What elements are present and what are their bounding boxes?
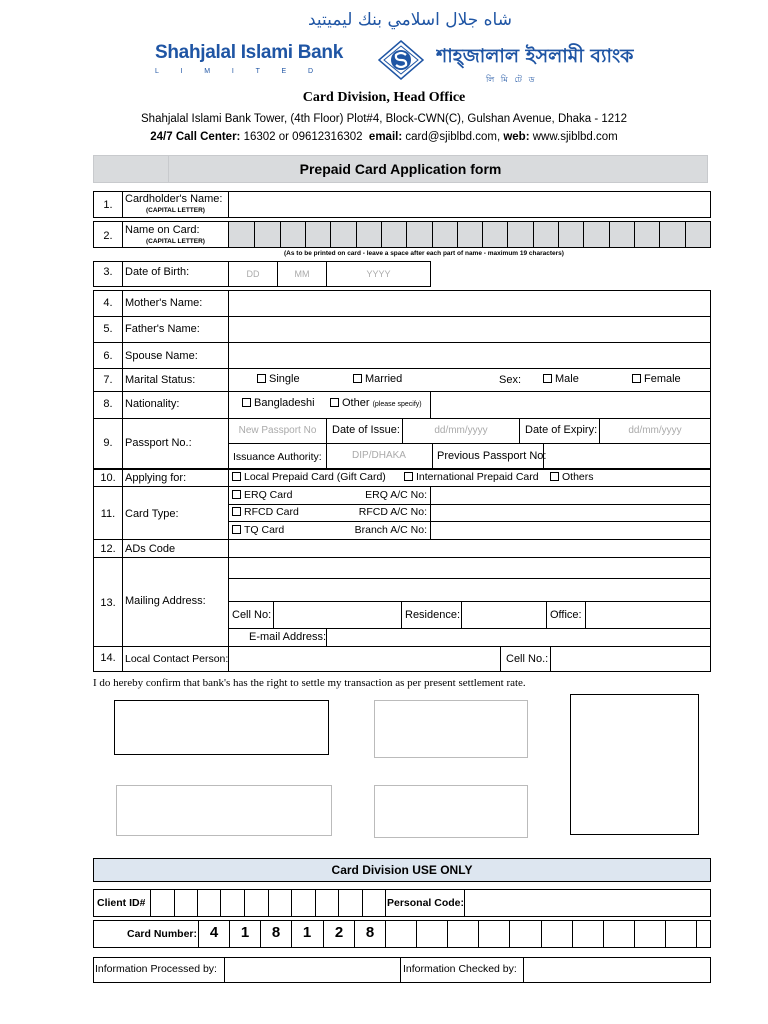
grid-line — [546, 601, 547, 628]
card-number-cell[interactable] — [448, 924, 478, 946]
row-number: 13. — [100, 597, 116, 609]
international-prepaid-label: International Prepaid Card — [416, 471, 539, 483]
bengali-bank-name: শাহ্‌জালাল ইসলামী ব্যাংক — [436, 45, 634, 67]
mailing-address-line-1[interactable] — [229, 557, 710, 579]
card-number-digit[interactable]: 1 — [240, 924, 250, 941]
other-nationality-option[interactable] — [330, 397, 422, 409]
office-field[interactable] — [585, 602, 710, 628]
bank-logo-bengali — [436, 42, 646, 82]
client-id-cell[interactable] — [245, 890, 268, 916]
card-number-cell[interactable] — [666, 924, 696, 946]
checkbox-icon[interactable] — [404, 472, 413, 481]
row-number: 14. — [100, 652, 116, 664]
other-nationality-field[interactable] — [430, 392, 710, 417]
rfcd-account-field[interactable] — [430, 504, 710, 521]
card-number-digit[interactable]: 8 — [271, 924, 281, 941]
client-id-cell[interactable] — [292, 890, 315, 916]
ads-code-field[interactable] — [229, 539, 710, 557]
nationality-label: Nationality: — [125, 398, 180, 410]
checkbox-icon[interactable] — [232, 525, 241, 534]
photo-box[interactable] — [570, 694, 699, 835]
married-option[interactable] — [353, 373, 402, 385]
local-contact-cell-field[interactable] — [550, 646, 710, 671]
card-type-label: Card Type: — [125, 508, 179, 520]
issue-date-label: Date of Issue: — [332, 424, 400, 436]
international-prepaid-option[interactable] — [404, 471, 539, 483]
sex-label: Sex: — [499, 374, 522, 386]
male-option[interactable] — [543, 373, 579, 385]
local-prepaid-label: Local Prepaid Card (Gift Card) — [244, 471, 386, 483]
erq-account-label: ERQ A/C No: — [365, 489, 427, 501]
client-id-cell[interactable] — [363, 890, 385, 916]
grid-line — [583, 222, 584, 247]
grid-line — [381, 222, 382, 247]
name-on-card-label: Name on Card: — [125, 224, 200, 236]
name-on-card-note: (As to be printed on card - leave a space after each part of name - maximum 19 characters) — [284, 250, 564, 257]
female-label: Female — [644, 373, 681, 385]
grid-line — [385, 889, 386, 917]
tq-card-label: TQ Card — [244, 524, 285, 536]
grid-line — [122, 290, 123, 419]
branch-account-label: Branch A/C No: — [354, 524, 427, 536]
checkbox-icon[interactable] — [543, 374, 552, 383]
email-address-label: E-mail Address: — [249, 631, 327, 643]
rfcd-card-option[interactable] — [232, 506, 299, 518]
issue-date-field[interactable]: dd/mm/yyyy — [434, 425, 488, 436]
other-label: Other — [342, 397, 370, 409]
father-name-label: Father's Name: — [125, 323, 200, 335]
client-id-cell[interactable] — [316, 890, 338, 916]
spouse-name-label: Spouse Name: — [125, 350, 198, 362]
email-label: email: — [368, 131, 403, 143]
signature-box[interactable] — [114, 700, 329, 755]
row-number: 2. — [103, 230, 113, 242]
local-contact-field[interactable] — [229, 646, 500, 671]
male-label: Male — [555, 373, 579, 385]
mailing-address-label: Mailing Address: — [125, 595, 206, 607]
grid-line — [122, 469, 123, 672]
arabic-bank-name: شاه جلال اسلامي بنك ليميتيد — [308, 10, 512, 30]
erq-card-label: ERQ Card — [244, 489, 293, 501]
personal-code-label: Personal Code: — [387, 897, 465, 909]
grid-line — [406, 222, 407, 247]
cell-no-label: Cell No: — [232, 609, 272, 621]
card-number-label: Card Number: — [127, 928, 198, 940]
checkbox-icon[interactable] — [232, 472, 241, 481]
rfcd-account-label: RFCD A/C No: — [358, 506, 427, 518]
card-number-cell[interactable] — [573, 924, 603, 946]
client-id-label: Client ID# — [97, 897, 146, 909]
grid-line — [122, 221, 123, 248]
spouse-name-field[interactable] — [229, 343, 710, 369]
capital-letter-note: (CAPITAL LETTER) — [146, 207, 205, 214]
applying-for-label: Applying for: — [125, 472, 187, 484]
card-number-cell[interactable] — [542, 924, 572, 946]
bank-logo-icon — [378, 40, 424, 80]
row-number: 11. — [100, 508, 116, 520]
single-option[interactable] — [257, 373, 300, 385]
checkbox-icon[interactable] — [232, 507, 241, 516]
grid-line — [122, 261, 123, 287]
bank-logo-english — [155, 42, 370, 82]
checked-by-field[interactable] — [523, 957, 711, 983]
bank-email: card@sjiblbd.com, — [405, 131, 501, 143]
grid-line — [432, 443, 433, 469]
checkbox-icon[interactable] — [632, 374, 641, 383]
row-number: 10. — [100, 472, 116, 484]
expiry-date-label: Date of Expiry: — [525, 424, 598, 436]
grid-line — [533, 222, 534, 247]
issuance-authority-label: Issuance Authority: — [233, 451, 322, 463]
erq-card-option[interactable] — [232, 489, 292, 501]
issuance-authority-field[interactable]: DIP/DHAKA — [352, 450, 406, 461]
please-specify-note: (please specify) — [372, 401, 422, 408]
bank-website: www.sjiblbd.com — [532, 131, 618, 143]
checkbox-icon[interactable] — [232, 490, 241, 499]
expiry-date-field[interactable]: dd/mm/yyyy — [628, 425, 682, 436]
office-use-title: Card Division USE ONLY — [331, 863, 473, 877]
row-number: 7. — [103, 374, 113, 386]
grid-line — [122, 418, 123, 469]
dob-label: Date of Birth: — [125, 266, 190, 278]
erq-account-field[interactable] — [430, 487, 710, 504]
processed-by-label: Information Processed by: — [95, 963, 217, 975]
client-id-cell[interactable] — [221, 890, 244, 916]
checkbox-icon[interactable] — [257, 374, 266, 383]
others-option[interactable] — [550, 471, 594, 483]
grid-line — [519, 418, 520, 443]
mother-name-label: Mother's Name: — [125, 297, 203, 309]
branch-account-field[interactable] — [430, 521, 710, 539]
card-number-cell[interactable] — [386, 924, 416, 946]
row-number: 3. — [103, 266, 113, 278]
web-label: web: — [503, 131, 530, 143]
local-prepaid-option[interactable] — [232, 471, 386, 483]
card-number-digit[interactable]: 8 — [365, 924, 375, 941]
grid-line — [634, 222, 635, 247]
tq-card-option[interactable] — [232, 524, 284, 536]
card-number-cell[interactable] — [510, 924, 540, 946]
bengali-limited-text: লি মি টে ড — [486, 75, 535, 84]
grid-line — [482, 222, 483, 247]
father-name-field[interactable] — [229, 317, 710, 343]
personal-code-field[interactable] — [464, 889, 711, 917]
row-number: 4. — [103, 297, 113, 309]
grid-line — [500, 646, 501, 672]
client-id-cell[interactable] — [269, 890, 291, 916]
signature-box[interactable] — [374, 700, 528, 758]
grid-line — [254, 222, 255, 247]
client-id-cell[interactable] — [175, 890, 197, 916]
married-label: Married — [365, 373, 403, 385]
grid-line — [609, 222, 610, 247]
grid-line — [305, 222, 306, 247]
card-number-cell[interactable] — [604, 924, 634, 946]
residence-field[interactable] — [461, 602, 546, 628]
processed-by-field[interactable] — [224, 957, 401, 983]
grid-line — [356, 222, 357, 247]
marital-status-label: Marital Status: — [125, 374, 196, 386]
form-title: Prepaid Card Application form — [299, 161, 502, 177]
signature-box[interactable] — [116, 785, 332, 836]
client-id-cell[interactable] — [339, 890, 362, 916]
capital-letter-note: (CAPITAL LETTER) — [146, 238, 205, 245]
email-address-field[interactable] — [326, 628, 710, 645]
english-bank-name: Shahjalal Islami Bank — [155, 42, 344, 63]
bangladeshi-label: Bangladeshi — [254, 397, 315, 409]
confirmation-statement: I do hereby confirm that bank's has the right to settle my transaction as per present settlement rate. — [93, 677, 526, 689]
cardholder-name-label: Cardholder's Name: — [125, 193, 223, 205]
call-center-numbers: 16302 or 09612316302 — [243, 131, 363, 143]
row-number: 9. — [103, 437, 113, 449]
grid-line — [457, 222, 458, 247]
row-number: 5. — [103, 323, 113, 335]
client-id-cell[interactable] — [198, 890, 220, 916]
local-contact-label: Local Contact Person: — [125, 653, 229, 665]
grid-line — [659, 222, 660, 247]
cardholder-name-field[interactable] — [229, 192, 710, 217]
card-number-cell[interactable] — [479, 924, 509, 946]
dob-year-placeholder[interactable]: YYYY — [366, 269, 391, 279]
grid-line — [330, 222, 331, 247]
client-id-cell[interactable] — [151, 890, 174, 916]
previous-passport-field[interactable] — [544, 444, 710, 468]
limited-text: L I M I T E D — [155, 68, 318, 75]
name-on-card-field[interactable] — [229, 222, 710, 247]
residence-label: Residence: — [405, 609, 461, 621]
grid-line — [685, 222, 686, 247]
card-number-digit[interactable]: 4 — [209, 924, 219, 941]
dob-month-placeholder[interactable]: MM — [294, 269, 310, 279]
grid-line — [401, 601, 402, 628]
grid-line — [122, 191, 123, 218]
grid-line — [507, 222, 508, 247]
contact-line — [0, 131, 768, 143]
row-number: 8. — [103, 398, 113, 410]
row-number: 6. — [103, 350, 113, 362]
row-number: 1. — [103, 199, 113, 211]
dob-day-placeholder[interactable]: DD — [246, 269, 260, 279]
bangladeshi-option[interactable] — [242, 397, 315, 409]
others-label: Others — [562, 471, 594, 483]
grid-line — [696, 920, 697, 948]
passport-number-field[interactable]: New Passport No — [238, 425, 317, 436]
card-number-cell[interactable] — [417, 924, 447, 946]
call-center-label: 24/7 Call Center: — [150, 131, 241, 143]
mother-name-field[interactable] — [229, 291, 710, 317]
ads-code-label: ADs Code — [125, 543, 176, 555]
checked-by-label: Information Checked by: — [403, 963, 517, 975]
passport-label: Passport No.: — [125, 437, 192, 449]
rfcd-card-label: RFCD Card — [244, 506, 299, 518]
checkbox-icon[interactable] — [353, 374, 362, 383]
signature-box[interactable] — [374, 785, 528, 838]
card-number-digit[interactable]: 1 — [302, 924, 312, 941]
mailing-address-line-2[interactable] — [229, 579, 710, 601]
grid-line — [280, 222, 281, 247]
row-number: 12. — [100, 543, 116, 555]
division-title: Card Division, Head Office — [302, 90, 466, 105]
checkbox-icon[interactable] — [242, 398, 251, 407]
checkbox-icon[interactable] — [330, 398, 339, 407]
local-contact-cell-label: Cell No.: — [506, 653, 549, 665]
female-option[interactable] — [632, 373, 681, 385]
grid-line — [558, 222, 559, 247]
office-label: Office: — [550, 609, 582, 621]
bank-address: Shahjalal Islami Bank Tower, (4th Floor) Plot#4, Block-CWN(C), Gulshan Avenue, Dhaka - 1212 — [141, 113, 627, 125]
previous-passport-label: Previous Passport No: — [437, 450, 547, 462]
card-number-digit[interactable]: 2 — [334, 924, 344, 941]
card-number-cell[interactable] — [635, 924, 665, 946]
checkbox-icon[interactable] — [550, 472, 559, 481]
grid-line — [432, 222, 433, 247]
cell-no-field[interactable] — [273, 602, 401, 628]
single-label: Single — [269, 373, 300, 385]
